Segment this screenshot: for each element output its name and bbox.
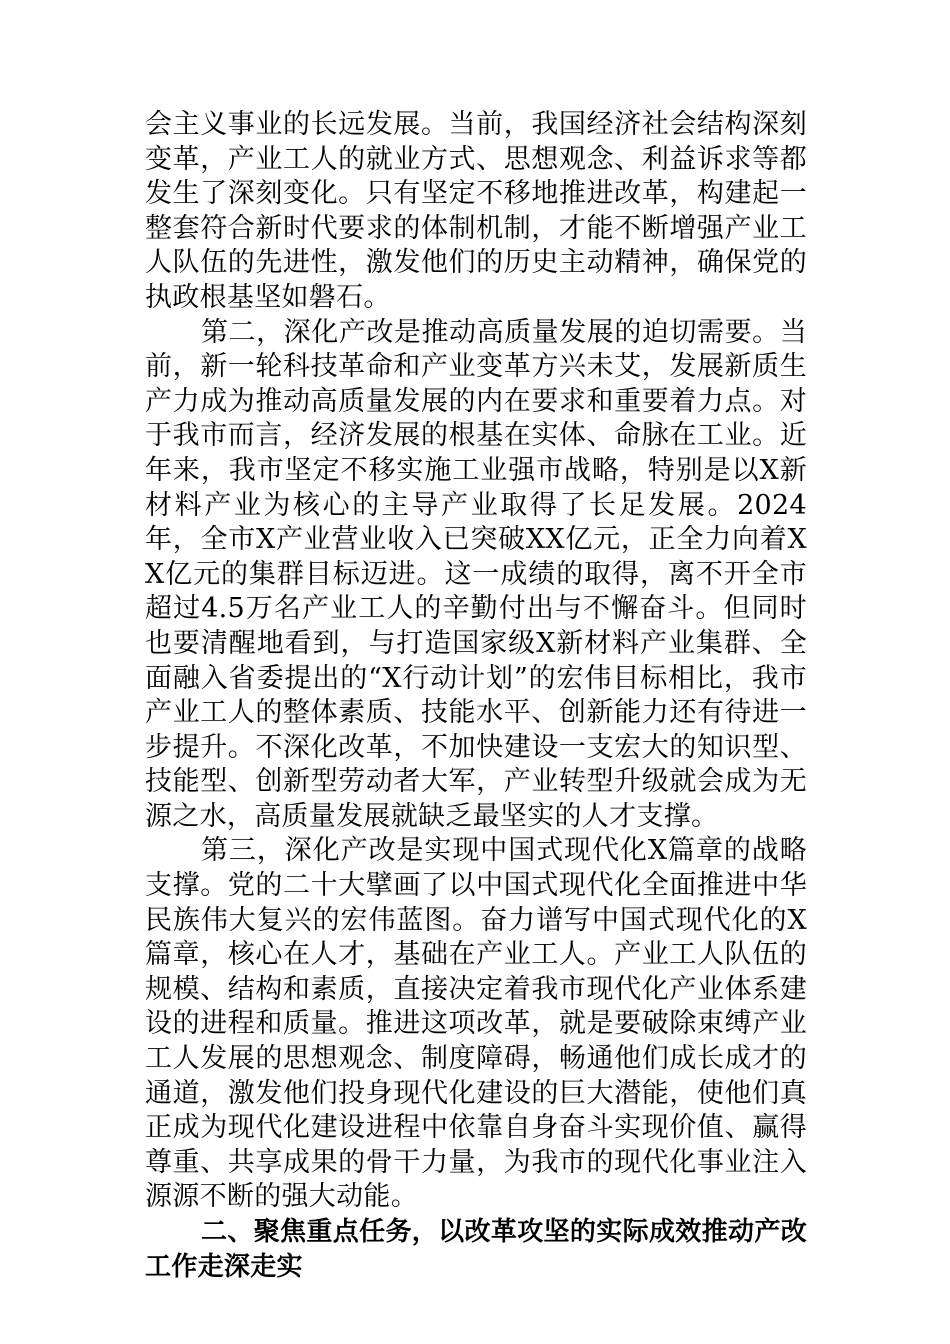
document-body [145, 108, 807, 1284]
section-heading: 二、聚焦重点任务，以改革攻坚的实际成效推动产改工作走深走实 [145, 1217, 807, 1282]
paragraph-continued: 会主义事业的长远发展。当前，我国经济社会结构深刻变革，产业工人的就业方式、思想观念、利益诉求等都发生了深刻变化。只有坚定不移地推进改革，构建起一整套符合新时代要求的体制机制，才能不断增强产业工人队伍的先进性，激发他们的历史主动精神，确保党的执政根基坚如磐石。 [145, 109, 807, 313]
paragraph-second-point: 第二，深化产改是推动高质量发展的迫切需要。当前，新一轮科技革命和产业变革方兴未艾，发展新质生产力成为推动高质量发展的内在要求和重要着力点。对于我市而言，经济发展的根基在实体、命脉在工业。近年来，我市坚定不移实施工业强市战略，特别是以X新材料产业为核心的主导产业取得了长足发展。2024年，全市X产业营业收入已突破XX亿元，正全力向着XX亿元的集群目标迈进。这一成绩的取得，离不开全市超过4.5万名产业工人的辛勤付出与不懈奋斗。但同时也要清醒地看到，与打造国家级X新材料产业集群、全面融入省委提出的“X行动计划”的宏伟目标相比，我市产业工人的整体素质、技能水平、创新能力还有待进一步提升。不深化改革，不加快建设一支宏大的知识型、技能型、创新型劳动者大军，产业转型升级就会成为无源之水，高质量发展就缺乏最坚实的人才支撑。 [145, 316, 807, 832]
paragraph-third-point: 第三，深化产改是实现中国式现代化X篇章的战略支撑。党的二十大擘画了以中国式现代化全面推进中华民族伟大复兴的宏伟蓝图。奋力谱写中国式现代化的X篇章，核心在人才，基础在产业工人。产业工人队伍的规模、结构和素质，直接决定着我市现代化产业体系建设的进程和质量。推进这项改革，就是要破除束缚产业工人发展的思想观念、制度障碍，畅通他们成长成才的通道，激发他们投身现代化建设的巨大潜能，使他们真正成为现代化建设进程中依靠自身奋斗实现价值、赢得尊重、共享成果的骨干力量，为我市的现代化事业注入源源不断的强大动能。 [145, 835, 807, 1213]
